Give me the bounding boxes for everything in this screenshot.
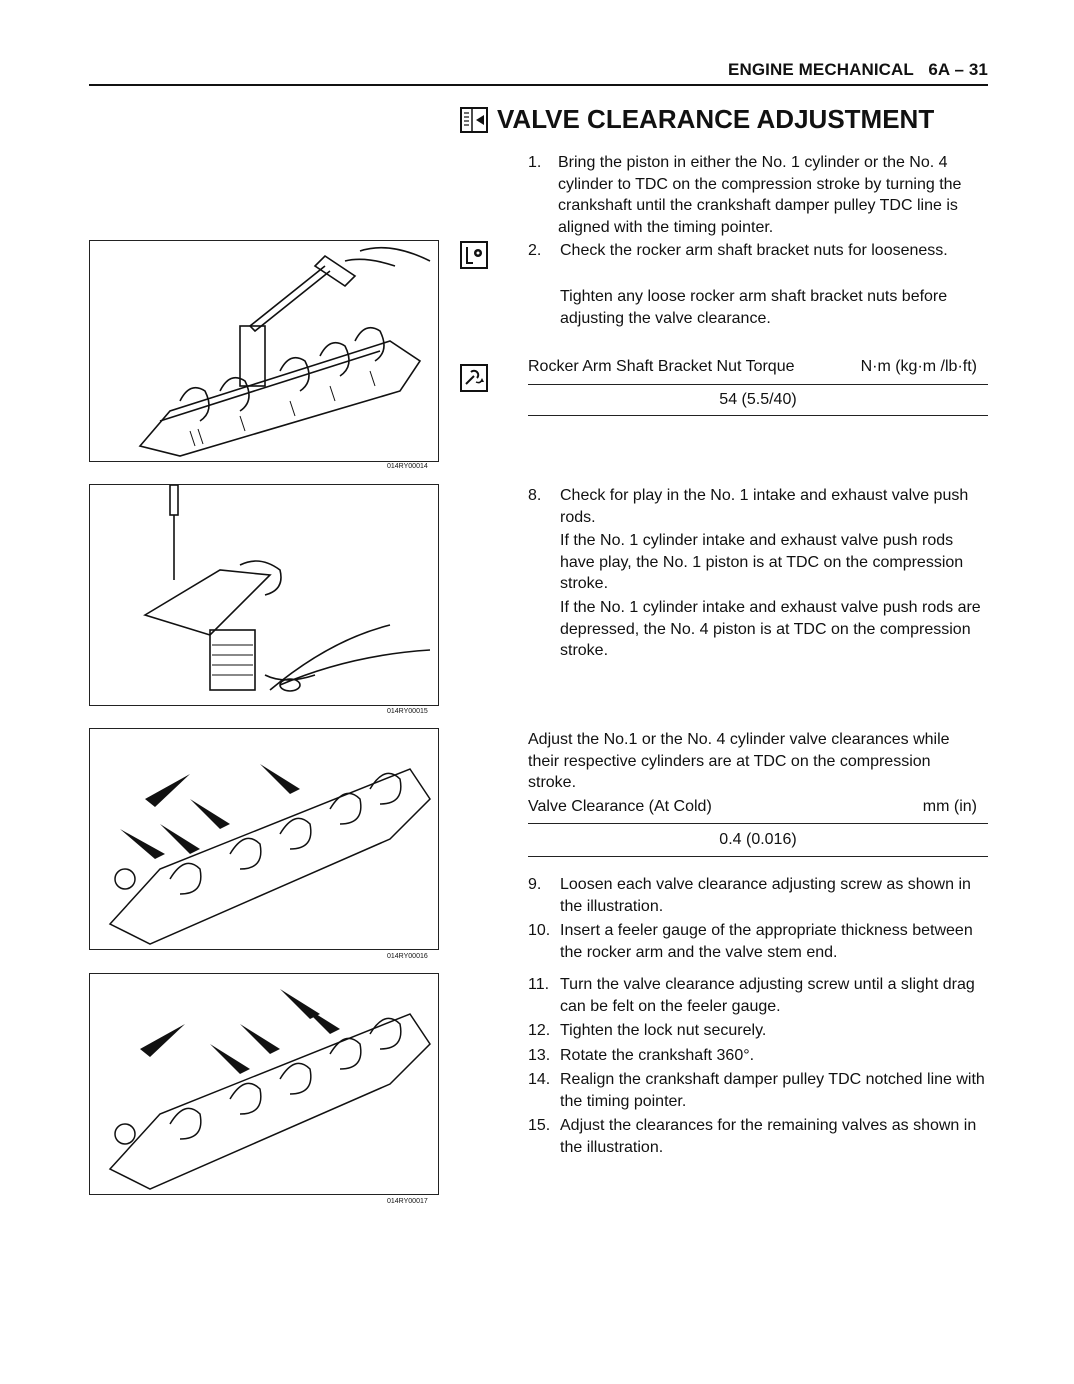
torque-spec-value: 54 (5.5/40): [719, 391, 797, 408]
step-11-text: Turn the valve clearance adjusting screw until a slight drag can be felt on the feeler gauge.: [560, 976, 975, 1015]
step-8-note-1: If the No. 1 cylinder intake and exhaust valve push rods have play, the No. 1 piston is at TDC on the compression stroke.: [560, 532, 964, 592]
step-number: 14.: [528, 1071, 551, 1088]
spec-rule: [528, 415, 988, 416]
step-number: 9.: [528, 876, 542, 893]
inspection-chart-icon: [460, 107, 488, 133]
torque-spec-unit: N·m (kg·m /lb·ft): [860, 358, 977, 375]
figure-caption: 014RY00016: [387, 953, 428, 960]
figure-caption: 014RY00015: [387, 708, 428, 715]
spec-rule: [528, 856, 988, 857]
step-9-text: Loosen each valve clearance adjusting screw as shown in the illustration.: [560, 876, 971, 915]
header-section: ENGINE MECHANICAL: [728, 60, 914, 79]
header-rule: [89, 84, 988, 86]
step-10-text: Insert a feeler gauge of the appropriate thickness between the rocker arm and the valve stem end.: [560, 922, 973, 961]
figure-caption: 014RY00014: [387, 463, 428, 470]
rocker-arm-arrows-illustration: [90, 729, 438, 949]
step-2-text: Check the rocker arm shaft bracket nuts for looseness.: [560, 242, 948, 259]
step-8-note-2: If the No. 1 cylinder intake and exhaust valve push rods are depressed, the No. 4 piston is at TDC on the compression stroke.: [560, 599, 981, 659]
service-tool-icon: [460, 241, 488, 269]
step-13-text: Rotate the crankshaft 360°.: [560, 1047, 755, 1064]
torque-wrench-icon: [460, 364, 488, 392]
clearance-spec-unit: mm (in): [922, 798, 977, 815]
clearance-spec-value: 0.4 (0.016): [719, 831, 797, 848]
torque-spec-label: Rocker Arm Shaft Bracket Nut Torque: [528, 358, 795, 375]
figure-valve-arrows-1: [89, 728, 439, 950]
rocker-arm-arrows-illustration-2: [90, 974, 438, 1194]
step-14-text: Realign the crankshaft damper pulley TDC notched line with the timing pointer.: [560, 1071, 985, 1110]
step-number: 15.: [528, 1117, 551, 1134]
figure-push-rod-check: [89, 484, 439, 706]
step-2-note: Tighten any loose rocker arm shaft bracket nuts before adjusting the valve clearance.: [560, 288, 948, 327]
step-12-text: Tighten the lock nut securely.: [560, 1022, 767, 1039]
running-header: [728, 60, 988, 80]
push-rod-play-illustration: [90, 485, 438, 705]
step-number: 10.: [528, 922, 551, 939]
step-number: 12.: [528, 1022, 551, 1039]
adjust-note: Adjust the No.1 or the No. 4 cylinder valve clearances while their respective cylinders are at TDC on the compression stroke.: [528, 731, 950, 791]
step-number: 2.: [528, 242, 542, 259]
step-number: 11.: [528, 976, 550, 993]
spec-rule: [528, 823, 988, 824]
step-number: 13.: [528, 1047, 551, 1064]
figure-torque-wrench: [89, 240, 439, 462]
step-1-text: Bring the piston in either the No. 1 cylinder or the No. 4 cylinder to TDC on the compression stroke by turning the crankshaft until the crankshaft damper pulley TDC line is aligned with the timing pointer.: [558, 154, 962, 236]
step-8-text: Check for play in the No. 1 intake and exhaust valve push rods.: [560, 487, 969, 526]
clearance-spec-label: Valve Clearance (At Cold): [528, 798, 712, 815]
header-page-number: 6A – 31: [928, 60, 988, 79]
rocker-shaft-wrench-illustration: [90, 241, 438, 461]
step-number: 1.: [528, 154, 542, 171]
step-15-text: Adjust the clearances for the remaining valves as shown in the illustration.: [560, 1117, 977, 1156]
figure-valve-arrows-4: [89, 973, 439, 1195]
figure-caption: 014RY00017: [387, 1198, 428, 1205]
page-title: VALVE CLEARANCE ADJUSTMENT: [497, 104, 935, 134]
spec-rule: [528, 384, 988, 385]
step-number: 8.: [528, 487, 542, 504]
